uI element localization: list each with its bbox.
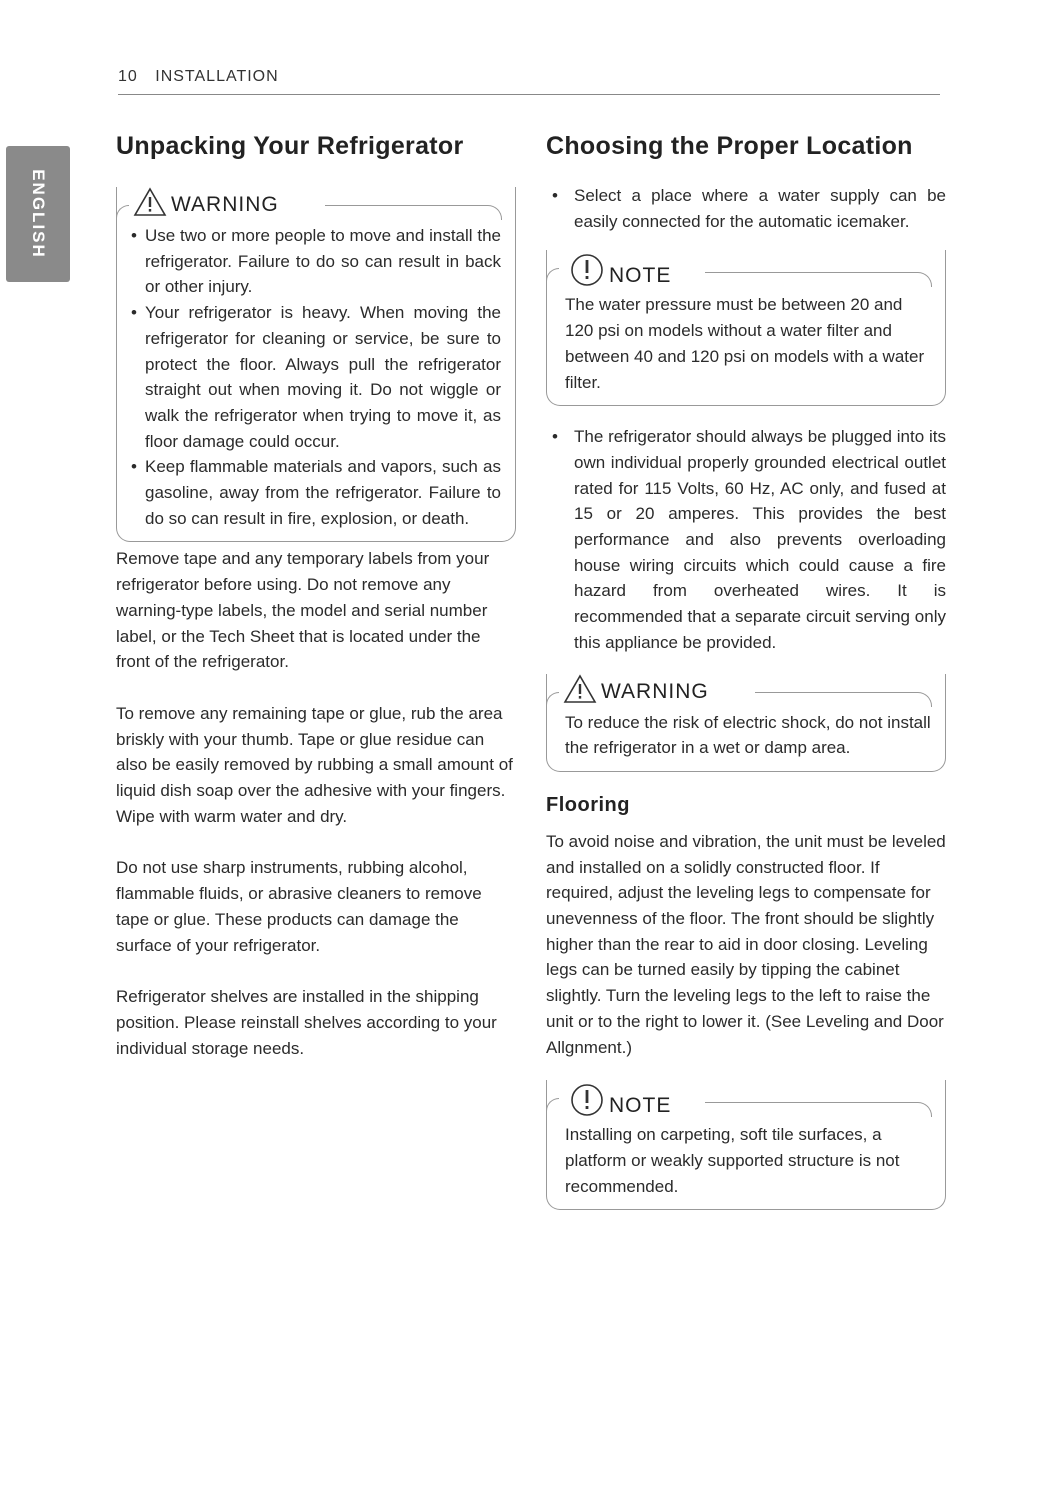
note-text: Installing on carpeting, soft tile surfaces, a platform or weakly supported structure is not recommended.	[565, 1125, 900, 1196]
info-circle-icon	[569, 252, 605, 288]
warning-label: WARNING	[171, 193, 279, 216]
section-title: INSTALLATION	[155, 68, 279, 85]
location-list-1	[546, 183, 946, 234]
unpacking-warning-box	[116, 187, 516, 542]
language-tab-label: ENGLISH	[29, 169, 48, 259]
note-text: The water pressure must be between 20 and 120 psi on models without a water filter and between 40 and 120 psi on models with a water filter.	[565, 295, 925, 392]
paragraph: Refrigerator shelves are installed in the shipping position. Please reinstall shelves according to your individual storage needs.	[116, 987, 497, 1058]
warning-label: WARNING	[601, 679, 709, 703]
note-box-pressure	[546, 250, 946, 406]
left-column	[116, 132, 516, 1061]
page-number: 10	[118, 68, 138, 85]
list-item: • Use two or more people to move and install the refrigerator. Failure to do so can result in back or other injury.	[135, 223, 501, 300]
language-tab	[6, 146, 70, 282]
note-label: NOTE	[609, 264, 672, 288]
note-box-flooring	[546, 1080, 946, 1210]
unpacking-title: Unpacking Your Refrigerator	[116, 132, 464, 160]
info-circle-icon	[569, 1082, 605, 1118]
note-label: NOTE	[609, 1094, 672, 1118]
paragraph: To remove any remaining tape or glue, rub the area briskly with your thumb. Tape or glue residue can also be easily removed by rubbing a small amount of liquid dish soap over the adhesive with your fingers. Wipe with warm water and dry.	[116, 703, 513, 826]
warning-box-shock	[546, 674, 946, 772]
location-list-2	[546, 424, 946, 655]
page-header	[118, 68, 940, 95]
paragraph: Remove tape and any temporary labels from your refrigerator before using. Do not remove any warning-type labels, the model and serial number label, or the Tech Sheet that is located under the front of the refrigerator.	[116, 549, 490, 672]
warning-triangle-icon	[563, 674, 597, 704]
list-item: • Keep flammable materials and vapors, such as gasoline, away from the refrigerator. Failure to do so can result in fire, explosion, or death.	[135, 454, 501, 531]
list-item: • Select a place where a water supply can be easily connected for the automatic icemaker.	[546, 183, 946, 234]
warning-triangle-icon	[133, 187, 167, 217]
paragraph: Do not use sharp instruments, rubbing alcohol, flammable fluids, or abrasive cleaners to remove tape or glue. These products can damage the surface of your refrigerator.	[116, 858, 482, 955]
list-item: • Your refrigerator is heavy. When moving the refrigerator for cleaning or service, be sure to protect the floor. Always pull the refrigerator straight out when moving it. Do not wiggle or walk the refrigerator when trying to move it, as floor damage could occur.	[135, 300, 501, 454]
location-title: Choosing the Proper Location	[546, 132, 913, 160]
warning-list	[135, 223, 501, 531]
flooring-title: Flooring	[546, 793, 630, 816]
flooring-text: To avoid noise and vibration, the unit must be leveled and installed on a solidly constructed floor. If required, adjust the leveling legs to compensate for unevenness of the floor. The front should be slightly higher than the rear to aid in door closing. Leveling legs can be turned easily by tipping the cabinet slightly. Turn the leveling legs to the left to raise the unit or to the right to lower it. (See Leveling and Door Allgnment.)	[546, 831, 946, 1057]
list-item: • The refrigerator should always be plugged into its own individual properly grounded electrical outlet rated for 115 Volts, 60 Hz, AC only, and fused at 15 or 20 amperes. This provides the best performance and also prevents overloading house wiring circuits which could cause a fire hazard from overheated wires. It is recommended that a separate circuit serving only this appliance be provided.	[546, 424, 946, 655]
warning-text: To reduce the risk of electric shock, do not install the refrigerator in a wet or damp area.	[565, 712, 931, 758]
right-column	[546, 132, 946, 1210]
